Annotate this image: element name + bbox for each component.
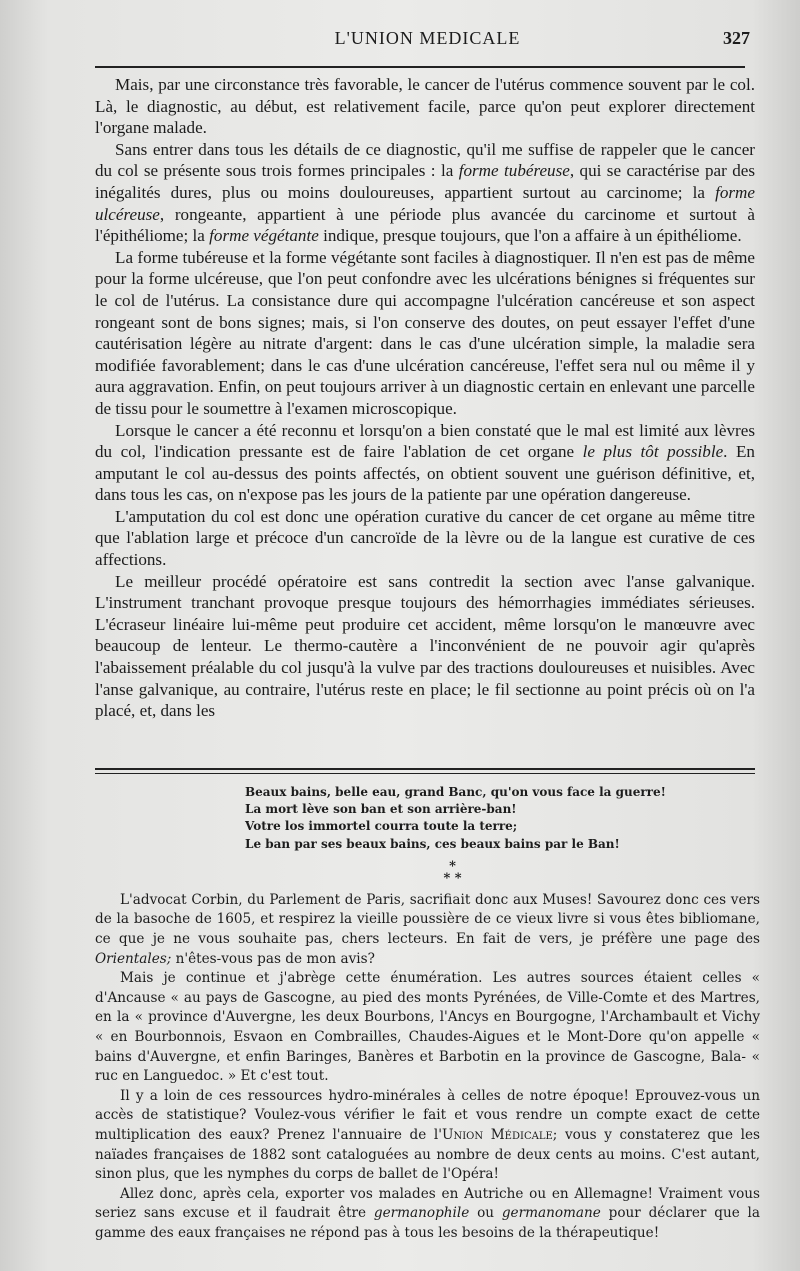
paragraph: L'advocat Corbin, du Parlement de Paris, sacrifiait donc aux Muses! Savourez donc ces vers de la basoche de 1605, et respirez la vieille poussière de ce vieux livre si vous êtes bibliomane, ce que je ne vous souhaite pas, chers lecteurs. En fait de vers, je préfère une page des Orientales; n'êtes-vous pas de mon avis?: [95, 891, 760, 967]
page-header: [95, 28, 760, 58]
paragraph: Sans entrer dans tous les détails de ce diagnostic, qu'il me suffise de rappeler que le cancer du col se présente sous trois formes principales : la forme tubéreuse, qui se caractérise par des inégalités dures, plus ou moins douloureuses, appartient surtout au carcinome; la forme ulcéreuse, rongeante, appartient à une période plus avancée du carcinome et surtout à l'épithéliome; la forme végétante indique, presque toujours, que l'on a affaire à un épithéliome.: [95, 139, 755, 246]
feuilleton-separator: [95, 768, 755, 774]
paragraph: Mais, par une circonstance très favorable, le cancer de l'utérus commence souvent par le col. Là, le diagnostic, au début, est relativement facile, parce qu'on peut explorer directement l'organe malade.: [95, 75, 755, 138]
main-article: [95, 74, 755, 722]
running-head: L'UNION MEDICALE: [334, 28, 521, 48]
verse-line: La mort lève son ban et son arrière-ban!: [245, 802, 517, 817]
paragraph: Lorsque le cancer a été reconnu et lorsqu'on a bien constaté que le mal est limité aux lèvres du col, l'indication pressante est de faire l'ablation de cet organe le plus tôt possible. En amputant le col au-dessus des points affectés, on obtient souvent une guérison définitive, et, dans tous les cas, on n'expose pas les jours de la patiente par une opération dangereuse.: [95, 420, 755, 505]
verse-quotation: [245, 784, 760, 853]
page-number: 327: [723, 28, 750, 48]
header-rule: [95, 66, 745, 68]
paragraph: Allez donc, après cela, exporter vos malades en Autriche ou en Allemagne! Vraiment vous seriez sans excuse et il faudrait être germanophile ou germanomane pour déclarer que la gamme des eaux françaises ne répond pas à tous les besoins de la thérapeutique!: [95, 1185, 760, 1241]
asterism: * * *: [443, 858, 462, 886]
verse-line: Votre los immortel courra toute la terre;: [245, 819, 518, 834]
verse-line: Le ban par ses beaux bains, ces beaux bains par le Ban!: [245, 836, 620, 851]
paragraph: Mais je continue et j'abrège cette énumération. Les autres sources étaient celles « d'Ancause « au pays de Gascogne, au pied des monts Pyrénées, de Ville-Comte et des Martres, en la « province d'Auvergne, les deux Bourbons, l'Ancys en Bourgogne, l'Archambault et Vichy « en Bourbonnois, Esvaon en Combrailles, Chaudes-Aigues et le Mont-Dore qu'on appelle « bains d'Auvergne, et enfin Baringes, Banères et Barbotin en la province de Gascogne, Bala- « ruc en Languedoc. » Et c'est tout.: [95, 970, 760, 1085]
paragraph: L'amputation du col est donc une opération curative du cancer de cet organe au même titre que l'ablation large et précoce d'un cancroïde de la lèvre ou de la langue est curative de ces affections.: [95, 506, 755, 570]
paragraph: La forme tubéreuse et la forme végétante sont faciles à diagnostiquer. Il n'en est pas de même pour la forme ulcéreuse, que l'on peut confondre avec les ulcérations bénignes si fréquentes sur le col de l'utérus. La consistance dure qui accompagne l'ulcération cancéreuse et son aspect rongeant sont de bons signes; mais, si l'on conserve des doutes, on peut essayer l'effet d'une cautérisation légère au nitrate d'argent: dans le cas d'une ulcération simple, la maladie sera modifiée favorablement; dans le cas d'une ulcération cancéreuse, l'effet sera nul ou même il y aura aggravation. Enfin, on peut toujours arriver à un diagnostic certain en enlevant une parcelle de tissu pour le soumettre à l'examen microscopique.: [95, 247, 755, 418]
paragraph: Le meilleur procédé opératoire est sans contredit la section avec l'anse galvanique. L'instrument tranchant provoque presque toujours des hémorrhagies immédiates sérieuses. L'écraseur linéaire lui-même peut produire cet accident, même lorsqu'on le manœuvre avec beaucoup de lenteur. Le thermo-cautère a l'inconvénient de ne pouvoir agir qu'après l'abaissement préalable du col jusqu'à la vulve par des tractions douloureuses et nuisibles. Avec l'anse galvanique, au contraire, l'utérus reste en place; le fil sectionne au point précis où on l'a placé, et, dans les: [95, 571, 755, 721]
verse-line: Beaux bains, belle eau, grand Banc, qu'on vous face la guerre!: [245, 785, 666, 799]
paragraph: Il y a loin de ces ressources hydro-minérales à celles de notre époque! Eprouvez-vous un accès de statistique? Voulez-vous vérifier le fait et vous rendre un compte exact de cette multiplication des eaux? Prenez l'annuaire de l'Union Médicale; vous y constaterez que les naïades françaises de 1882 sont cataloguées au nombre de deux cents au moins. C'est autant, sinon plus, que les nymphes du corps de ballet de l'Opéra!: [95, 1087, 760, 1183]
feuilleton-section: [95, 784, 760, 1244]
